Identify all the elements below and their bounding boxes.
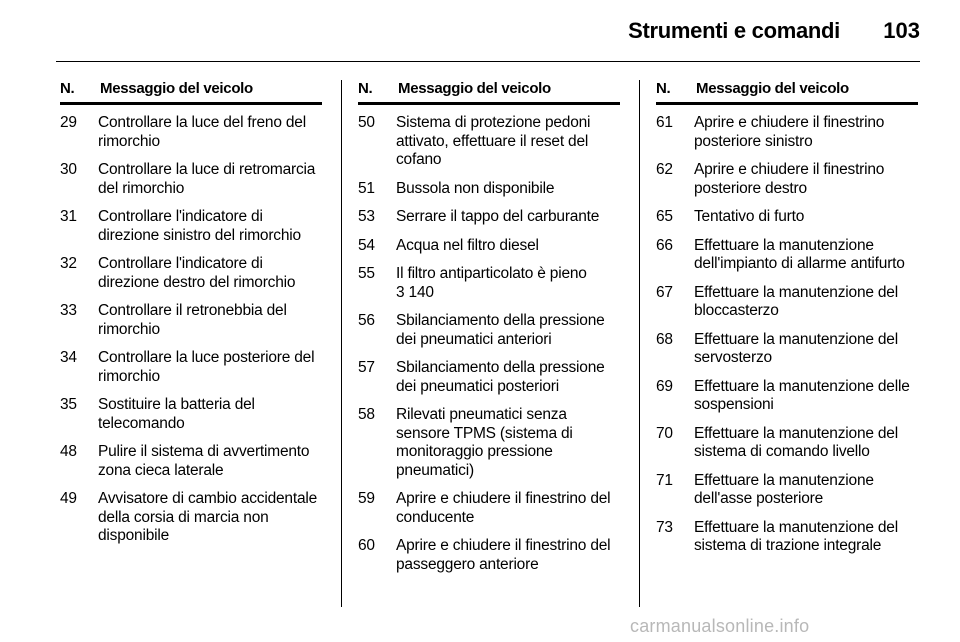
message-list (656, 114, 918, 556)
page-header (0, 0, 960, 62)
message-text-content: Sostituire la batteria del telecomando (98, 396, 255, 432)
message-text-content: Sbilanciamento della pressione dei pneumatici posteriori (396, 359, 605, 395)
message-number: 55 (358, 265, 375, 282)
table-row (358, 537, 620, 574)
table-row (358, 208, 620, 227)
message-list (358, 114, 620, 574)
column-header-message: Messaggio del veicolo (100, 80, 253, 97)
table-row (656, 161, 918, 198)
message-text (396, 114, 620, 170)
table-row (358, 312, 620, 349)
message-number: 62 (656, 161, 673, 178)
message-number: 57 (358, 359, 375, 376)
message-text-content: Effettuare la manutenzione dell'impianto di allarme antifurto (694, 236, 905, 272)
message-number: 56 (358, 312, 375, 329)
message-text-content: Sbilanciamento della pressione dei pneumatici anteriori (396, 312, 605, 348)
message-text-content: Avvisatore di cambio accidentale della corsia di marcia non disponibile (98, 490, 318, 544)
message-text (396, 208, 620, 227)
message-number: 30 (60, 161, 77, 178)
message-text-content: Pulire il sistema di avvertimento zona cieca laterale (98, 443, 310, 479)
table-row (656, 378, 918, 415)
message-text (98, 443, 322, 480)
message-text-content: Rilevati pneumatici senza sensore TPMS (sistema di monitoraggio pressione pneumatici) (396, 406, 573, 479)
message-text (98, 490, 322, 546)
message-text (694, 378, 918, 415)
message-number: 65 (656, 208, 673, 225)
table-row (656, 331, 918, 368)
table-row (656, 114, 918, 151)
table-row (656, 284, 918, 321)
message-text (694, 519, 918, 556)
message-text (694, 114, 918, 151)
column-header (358, 80, 620, 105)
message-number: 31 (60, 208, 77, 225)
message-text (694, 208, 918, 227)
message-text-content: Aprire e chiudere il finestrino posteriore sinistro (694, 114, 885, 150)
table-row (656, 208, 918, 227)
message-text-content: Effettuare la manutenzione del sistema di trazione integrale (694, 518, 898, 554)
message-text-content: Controllare l'indicatore di direzione destro del rimorchio (98, 255, 296, 291)
message-number: 49 (60, 490, 77, 507)
message-list (60, 114, 322, 546)
column-header (656, 80, 918, 105)
message-text (694, 237, 918, 274)
message-text (396, 180, 620, 199)
message-text (98, 302, 322, 339)
message-number: 70 (656, 424, 673, 442)
table-row (60, 114, 322, 151)
message-text-content: Controllare la luce posteriore del rimorchio (98, 349, 315, 385)
column-header-message: Messaggio del veicolo (398, 80, 551, 97)
message-text (98, 208, 322, 245)
table-row (656, 425, 918, 462)
message-text (694, 425, 918, 462)
message-text (98, 161, 322, 198)
table-row (60, 396, 322, 433)
column-header (60, 80, 322, 105)
page-number: 103 (883, 18, 920, 43)
message-number: 32 (60, 255, 77, 272)
table-row (60, 208, 322, 245)
message-number: 53 (358, 208, 375, 225)
table-row (358, 237, 620, 256)
message-text (98, 114, 322, 151)
message-number: 34 (60, 349, 77, 366)
message-text-content: Controllare la luce del freno del rimorchio (98, 114, 306, 150)
message-number: 61 (656, 114, 673, 131)
message-number: 60 (358, 537, 375, 554)
column-header-number: N. (358, 80, 373, 97)
header-rule (56, 61, 920, 62)
table-row (60, 255, 322, 292)
table-row (656, 519, 918, 556)
table-row (358, 490, 620, 527)
message-number: 71 (656, 471, 673, 489)
message-number: 67 (656, 283, 673, 301)
message-text-content: Bussola non disponibile (396, 179, 555, 197)
column-header-number: N. (60, 80, 75, 97)
message-number: 50 (358, 114, 375, 131)
message-text-content: Effettuare la manutenzione delle sospensioni (694, 377, 910, 413)
column-header-message: Messaggio del veicolo (696, 80, 849, 97)
message-number: 73 (656, 518, 673, 536)
column-divider (341, 80, 342, 607)
table-row (358, 180, 620, 199)
table-row (656, 472, 918, 509)
message-number: 48 (60, 443, 77, 460)
message-number: 33 (60, 302, 77, 319)
message-text-content: Controllare la luce di retromarcia del rimorchio (98, 161, 316, 197)
page-reference-link[interactable]: 3 140 (396, 283, 434, 301)
message-number: 69 (656, 377, 673, 395)
message-number: 59 (358, 490, 375, 507)
message-number: 58 (358, 406, 375, 423)
message-text (694, 331, 918, 368)
message-text (98, 349, 322, 386)
column-header-number: N. (656, 80, 671, 97)
section-title: Strumenti e comandi (628, 18, 840, 43)
table-row (358, 406, 620, 480)
message-text-content: Effettuare la manutenzione del bloccasterzo (694, 283, 898, 319)
message-text (694, 284, 918, 321)
message-text (694, 161, 918, 198)
message-text-content: Il filtro antiparticolato è pieno (396, 265, 587, 282)
message-number: 68 (656, 330, 673, 348)
message-text (396, 312, 620, 349)
message-text-content: Effettuare la manutenzione dell'asse posteriore (694, 471, 874, 507)
message-number: 54 (358, 236, 375, 254)
message-text (396, 490, 620, 527)
message-text-content: Controllare l'indicatore di direzione sinistro del rimorchio (98, 208, 301, 244)
message-text (98, 255, 322, 292)
table-row (656, 237, 918, 274)
message-table-column-3 (656, 80, 918, 566)
message-number: 35 (60, 396, 77, 413)
message-text-content: Controllare il retronebbia del rimorchio (98, 302, 287, 338)
message-number: 51 (358, 179, 375, 197)
table-row (358, 359, 620, 396)
table-row (60, 161, 322, 198)
table-row (358, 265, 620, 302)
message-text-content: Aprire e chiudere il finestrino del passeggero anteriore (396, 537, 611, 573)
column-divider (639, 80, 640, 607)
message-text (396, 537, 620, 574)
message-text-content: Aprire e chiudere il finestrino del conducente (396, 490, 611, 526)
message-number: 29 (60, 114, 77, 131)
message-number: 66 (656, 236, 673, 254)
table-row (60, 490, 322, 546)
table-row (358, 114, 620, 170)
message-table-column-2 (358, 80, 620, 584)
message-text-content: Serrare il tappo del carburante (396, 208, 600, 225)
table-row (60, 349, 322, 386)
message-text (694, 472, 918, 509)
message-text (396, 406, 620, 480)
message-text (396, 265, 620, 302)
message-text-content: Effettuare la manutenzione del sistema di comando livello (694, 424, 898, 460)
table-row (60, 443, 322, 480)
message-text-content: Tentativo di furto (694, 208, 805, 225)
message-text-content: Effettuare la manutenzione del servosterzo (694, 330, 898, 366)
message-table-column-1 (60, 80, 322, 556)
message-text-content: Sistema di protezione pedoni attivato, effettuare il reset del cofano (396, 114, 591, 168)
message-text (396, 359, 620, 396)
table-row (60, 302, 322, 339)
message-text-content: Aprire e chiudere il finestrino posteriore destro (694, 161, 885, 197)
watermark: carmanualsonline.info (630, 616, 810, 636)
message-text (396, 237, 620, 256)
message-text-content: Acqua nel filtro diesel (396, 236, 539, 254)
message-text (98, 396, 322, 433)
